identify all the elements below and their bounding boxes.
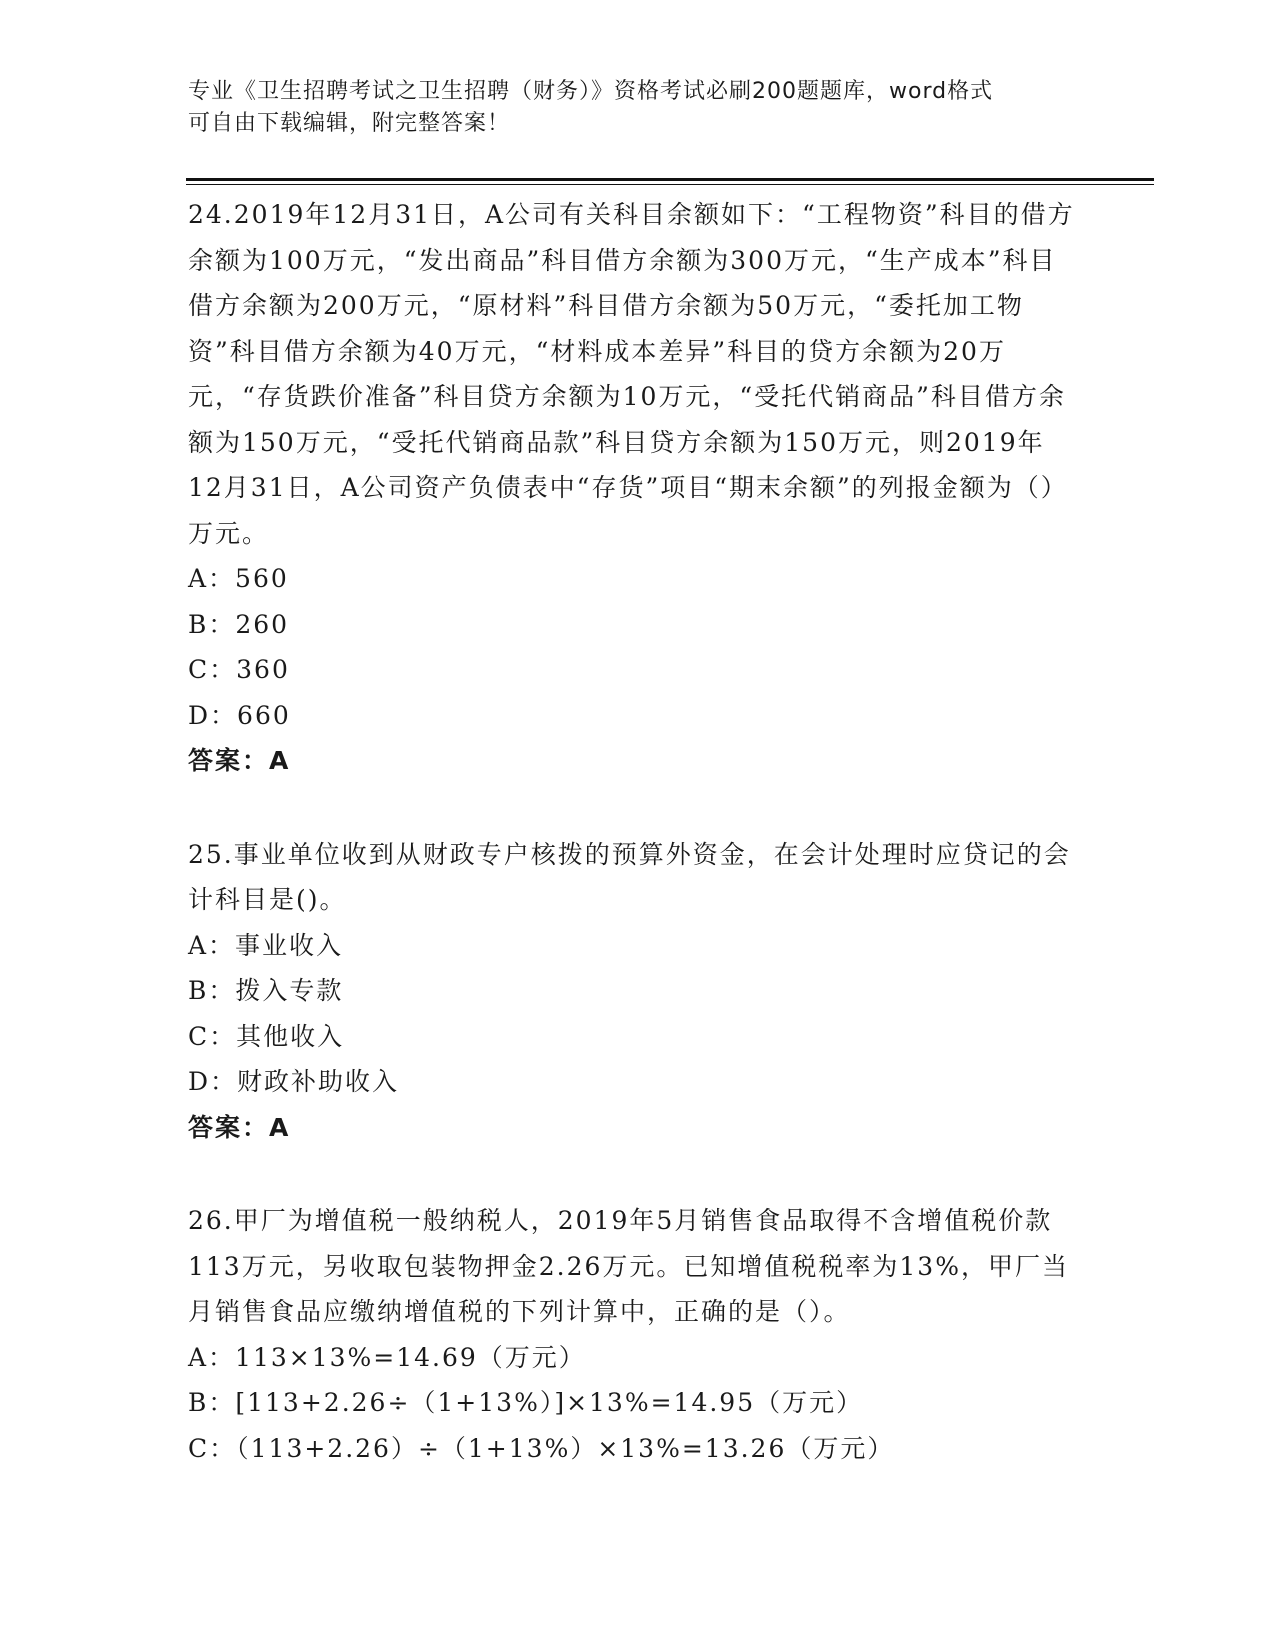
option-b: B：260 xyxy=(188,609,290,639)
question-26 xyxy=(188,1198,1078,1471)
header-divider-thin xyxy=(186,184,1154,185)
question-25 xyxy=(188,832,1078,1151)
option-c: C：360 xyxy=(188,655,290,684)
question-list xyxy=(188,192,1078,1519)
header-line-1: 专业《卫生招聘考试之卫生招聘（财务）》资格考试必刷200题题库，word格式 xyxy=(188,79,994,104)
option-c: C：其他收入 xyxy=(188,1021,345,1051)
option-b: B：[113+2.26÷（1+13%）]×13%=14.95（万元） xyxy=(188,1388,864,1417)
question-stem: 26.甲厂为增值税一般纳税人，2019年5月销售食品取得不含增值税价款113万元，另收取包装物押金2.26万元。已知增值税税率为13%，甲厂当月销售食品应缴纳增值税的下列计算中，正确的是（）。 xyxy=(188,1206,1069,1326)
option-a: A：事业收入 xyxy=(188,930,344,960)
question-24 xyxy=(188,192,1078,784)
option-b: B：拨入专款 xyxy=(188,976,344,1005)
option-a: A：560 xyxy=(188,564,289,593)
header-divider-thick xyxy=(186,178,1154,181)
document-header xyxy=(188,76,1068,140)
option-d: D：财政补助收入 xyxy=(188,1067,400,1096)
question-stem: 25.事业单位收到从财政专户核拨的预算外资金，在会计处理时应贷记的会计科目是()。 xyxy=(188,839,1071,914)
option-d: D：660 xyxy=(188,700,291,730)
option-a: A：113×13%=14.69（万元） xyxy=(188,1342,586,1372)
answer-label: 答案：A xyxy=(188,746,291,775)
answer-label: 答案：A xyxy=(188,1112,291,1142)
option-c: C：（113+2.26）÷（1+13%）×13%=13.26（万元） xyxy=(188,1433,895,1463)
header-line-2: 可自由下载编辑，附完整答案！ xyxy=(188,111,511,136)
question-stem: 24.2019年12月31日，A公司有关科目余额如下：“工程物资”科目的借方余额为100万元，“发出商品”科目借方余额为300万元，“生产成本”科目借方余额为200万元，“原材料”科目借方余额为50万元，“委托加工物资”科目借方余额为40万元，“材料成本差异”科目的贷方余额为20万元，“存货跌价准备”科目贷方余额为10万元，“受托代销商品”科目借方余额为150万元，“受托代销商品款”科目贷方余额为150万元，则2019年12月31日，A公司资产负债表中“存货”项目“期末余额”的列报金额为（）万元。 xyxy=(188,200,1075,548)
